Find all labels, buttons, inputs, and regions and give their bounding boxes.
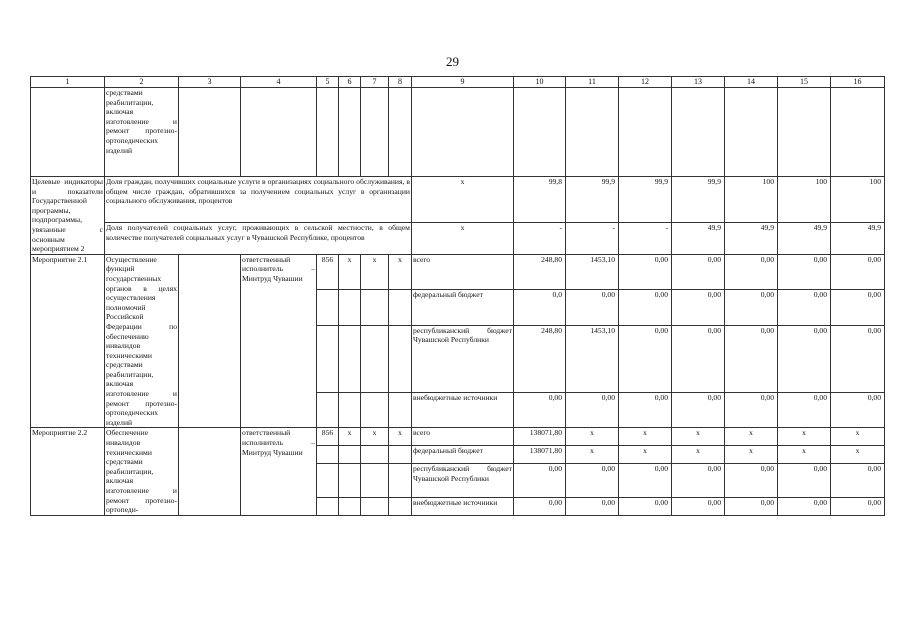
funding-value: 138071,80: [514, 446, 566, 464]
indicator-value: 49,9: [778, 223, 831, 254]
indicator-value: -: [566, 223, 619, 254]
funding-source: всего: [412, 428, 514, 446]
cell-empty: [317, 88, 339, 177]
event-row: [31, 254, 885, 289]
funding-value: 0,00: [778, 254, 831, 289]
cell-empty: [389, 325, 412, 392]
funding-value: 138071,80: [514, 428, 566, 446]
funding-value: x: [725, 446, 778, 464]
column-number: 7: [361, 77, 389, 88]
cell-empty: [389, 446, 412, 464]
column-number: 4: [241, 77, 317, 88]
funding-value: 0,00: [831, 497, 885, 515]
funding-source: федеральный бюджет: [412, 446, 514, 464]
funding-source: республиканский бюджет Чувашской Республики: [412, 325, 514, 392]
funding-value: 0,00: [725, 464, 778, 498]
cell-empty: [725, 88, 778, 177]
continued-description: средствами реабилитации, включая изготовление и ремонт протезно-ортопедических изделий: [105, 88, 179, 177]
cell-empty: [778, 88, 831, 177]
cell-empty: [241, 88, 317, 177]
column-number: 10: [514, 77, 566, 88]
funding-value: x: [619, 428, 672, 446]
cell-empty: [389, 393, 412, 428]
cell-empty: [619, 88, 672, 177]
funding-source: республиканский бюджет Чувашской Республики: [412, 464, 514, 498]
funding-value: 0,00: [619, 393, 672, 428]
indicator-col9: x: [412, 177, 514, 223]
funding-value: 0,00: [514, 497, 566, 515]
funding-source: федеральный бюджет: [412, 290, 514, 325]
page-number: 29: [446, 54, 459, 69]
funding-value: 0,00: [725, 393, 778, 428]
funding-value: 0,00: [566, 464, 619, 498]
funding-value: 0,00: [778, 290, 831, 325]
funding-value: 0,00: [778, 325, 831, 392]
funding-value: x: [831, 446, 885, 464]
funding-value: x: [778, 446, 831, 464]
cell-empty: [831, 88, 885, 177]
funding-value: 0,00: [672, 290, 725, 325]
column-number: 2: [105, 77, 179, 88]
cell-empty: [317, 393, 339, 428]
event-executor: ответственный исполнитель – Минтруд Чувашии: [241, 428, 317, 515]
funding-value: 0,00: [831, 464, 885, 498]
code-col6: x: [339, 428, 361, 446]
cell-empty: [31, 88, 105, 177]
cell-empty: [361, 88, 389, 177]
indicator-value: 100: [725, 177, 778, 223]
indicator-value: 100: [831, 177, 885, 223]
indicator-value: -: [619, 223, 672, 254]
funding-value: 248,80: [514, 325, 566, 392]
indicator-row: [31, 223, 885, 254]
column-number: 16: [831, 77, 885, 88]
code-col5: 856: [317, 254, 339, 289]
cell-empty: [389, 497, 412, 515]
funding-value: 0,00: [619, 464, 672, 498]
cell-empty: [361, 393, 389, 428]
funding-value: 0,0: [514, 290, 566, 325]
funding-value: 0,00: [778, 497, 831, 515]
cell-empty: [339, 290, 361, 325]
column-number: 1: [31, 77, 105, 88]
funding-value: 0,00: [831, 290, 885, 325]
indicator-text: Доля граждан, получивших социальные услуги в организациях социального обслуживания, в общем числе граждан, обратившихся за получением социальных услуг в организации социального обслуживания, процентов: [105, 177, 412, 223]
indicator-value: 100: [778, 177, 831, 223]
indicator-col9: x: [412, 223, 514, 254]
code-col8: x: [389, 428, 412, 446]
cell-empty: [317, 325, 339, 392]
cell-empty: [317, 446, 339, 464]
indicator-value: 99,9: [672, 177, 725, 223]
funding-value: 0,00: [672, 325, 725, 392]
funding-value: 1453,10: [566, 254, 619, 289]
funding-value: 0,00: [831, 325, 885, 392]
code-col5: 856: [317, 428, 339, 446]
indicator-row: [31, 177, 885, 223]
funding-source: внебюджетные источники: [412, 497, 514, 515]
cell-empty: [339, 464, 361, 498]
column-number: 15: [778, 77, 831, 88]
funding-value: 0,00: [672, 497, 725, 515]
indicator-text: Доля получателей социальных услуг, проживающих в сельской местности, в общем количестве получателей социальных услуг в Чувашской Республике, процентов: [105, 223, 412, 254]
indicator-value: 99,9: [619, 177, 672, 223]
column-number: 12: [619, 77, 672, 88]
indicator-value: -: [514, 223, 566, 254]
cell-empty: [361, 464, 389, 498]
indicator-value: 49,9: [672, 223, 725, 254]
indicator-value: 99,8: [514, 177, 566, 223]
funding-value: x: [778, 428, 831, 446]
event-row: [31, 428, 885, 446]
cell-empty: [339, 446, 361, 464]
funding-value: 0,00: [619, 497, 672, 515]
funding-value: 0,00: [619, 290, 672, 325]
funding-value: 0,00: [778, 464, 831, 498]
indicator-value: 99,9: [566, 177, 619, 223]
cell-empty: [339, 88, 361, 177]
funding-source: внебюджетные источники: [412, 393, 514, 428]
funding-value: 0,00: [514, 464, 566, 498]
cell-empty: [339, 325, 361, 392]
budget-table: [30, 76, 885, 516]
cell-empty: [317, 464, 339, 498]
funding-source: всего: [412, 254, 514, 289]
funding-value: 0,00: [566, 497, 619, 515]
funding-value: x: [831, 428, 885, 446]
funding-value: x: [566, 428, 619, 446]
column-number: 6: [339, 77, 361, 88]
cell-empty: [412, 88, 514, 177]
column-number: 14: [725, 77, 778, 88]
code-col6: x: [339, 254, 361, 289]
cell-empty: [179, 254, 241, 428]
indicators-label: Целевые индикаторы и показатели Государственной программы, подпрограммы, увязанные с основным мероприятием 2: [32, 177, 103, 254]
funding-value: 0,00: [514, 393, 566, 428]
funding-value: 0,00: [725, 254, 778, 289]
event-label: Мероприятие 2.2: [31, 428, 105, 515]
funding-value: 0,00: [619, 254, 672, 289]
cell-empty: [389, 464, 412, 498]
cell-empty: [389, 290, 412, 325]
cell-empty: [514, 88, 566, 177]
funding-value: 0,00: [725, 497, 778, 515]
funding-value: 0,00: [619, 325, 672, 392]
column-number: 11: [566, 77, 619, 88]
funding-value: 0,00: [778, 393, 831, 428]
event-description: Осуществление функций государственных органов в целях осуществления полномочий Российской Федерации по обеспечению инвалидов техническими средствами реабилитации, включая изготовление и ремонт протезно-ортопедических изделий: [106, 254, 177, 427]
funding-value: x: [725, 428, 778, 446]
cell-empty: [389, 88, 412, 177]
funding-value: 0,00: [725, 325, 778, 392]
cell-empty: [566, 88, 619, 177]
event-description: Обеспечение инвалидов техническими средствами реабилитации, включая изготовление и ремонт протезно-ортопеди-: [106, 428, 177, 515]
funding-value: 0,00: [566, 290, 619, 325]
cell-empty: [339, 393, 361, 428]
funding-value: 0,00: [831, 254, 885, 289]
funding-value: x: [619, 446, 672, 464]
funding-value: 0,00: [672, 464, 725, 498]
funding-value: 0,00: [725, 290, 778, 325]
table-body: [31, 77, 885, 516]
funding-value: 0,00: [566, 393, 619, 428]
cell-empty: [672, 88, 725, 177]
funding-value: x: [672, 428, 725, 446]
funding-value: 1453,10: [566, 325, 619, 392]
funding-value: 248,80: [514, 254, 566, 289]
cell-empty: [317, 290, 339, 325]
column-number: 9: [412, 77, 514, 88]
cell-empty: [361, 325, 389, 392]
code-col7: x: [361, 428, 389, 446]
funding-value: 0,00: [672, 254, 725, 289]
funding-value: 0,00: [672, 393, 725, 428]
column-number: 8: [389, 77, 412, 88]
cell-empty: [339, 497, 361, 515]
indicator-value: 49,9: [831, 223, 885, 254]
indicator-value: 49,9: [725, 223, 778, 254]
cell-empty: [179, 428, 241, 515]
continuation-row: [31, 88, 885, 177]
event-executor: ответственный исполнитель – Минтруд Чувашии: [241, 254, 317, 428]
column-number: 13: [672, 77, 725, 88]
event-label: Мероприятие 2.1: [31, 254, 105, 428]
funding-value: 0,00: [831, 393, 885, 428]
cell-empty: [179, 88, 241, 177]
column-number: 3: [179, 77, 241, 88]
cell-empty: [361, 446, 389, 464]
column-number: 5: [317, 77, 339, 88]
column-number-row: [31, 77, 885, 88]
cell-empty: [317, 497, 339, 515]
cell-empty: [361, 290, 389, 325]
cell-empty: [361, 497, 389, 515]
code-col7: x: [361, 254, 389, 289]
code-col8: x: [389, 254, 412, 289]
funding-value: x: [566, 446, 619, 464]
funding-value: x: [672, 446, 725, 464]
